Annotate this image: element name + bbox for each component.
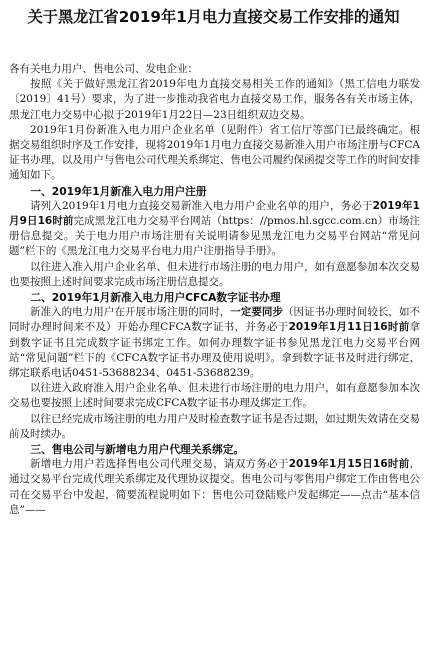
paragraph-previous-users: 以往进入准入用户企业名单、但未进行市场注册的电力用户，如有意愿参加本次交易也要按照上述时间要求完成市场注册信息提交。 — [9, 260, 420, 288]
registration-deadline: 2019年1月9日16时前 — [9, 199, 420, 228]
section-heading-2: 二、2019年1月新准入电力用户CFCA数字证书办理 — [30, 291, 281, 305]
paragraph-overview: 2019年1月份新准入电力用户企业名单（见附件）省工信厅等部门已最终确定。根据交易组织时序及工作安排，现将2019年1月电力直接交易新准入用户市场注册与CFCA证书办理，以及用户与售电公司代理关系绑定、售电公司履约保函提交等工作的时间安排通知如下。 — [9, 123, 420, 182]
cfca-text-c: 拿到数字证书且完成数字证书绑定工作。如何办理数字证书参见黑龙江电力交易平台网站“常见问题”栏下的《CFCA数字证书办理及使用说明》。拿到数字证书及时进行绑定，绑定联系电话0451-53688234、0451-53688239。 — [9, 321, 420, 380]
salutation: 各有关电力用户、售电公司、发电企业： — [9, 63, 198, 75]
paragraph-expiry: 以往已经完成市场注册的电力用户及时检查数字证书是否过期，如过期失效请在交易前及时续办。 — [9, 412, 420, 440]
section-heading-1: 一、2019年1月新准入电力用户注册 — [30, 184, 207, 198]
registration-text-a: 请列入2019年1月电力直接交易新准入电力用户企业名单的用户，务必于 — [30, 199, 373, 212]
paragraph-gov-users: 以往进入政府准入用户企业名单、但未进行市场注册的电力用户，如有意愿参加本次交易也要按照上述时间要求完成CFCA数字证书办理及绑定工作。 — [9, 382, 420, 410]
paragraph-cfca — [9, 305, 420, 381]
document-title: 关于黑龙江省2019年1月电力直接交易工作安排的通知 — [27, 8, 400, 26]
binding-text-b: ，通过交易平台完成代理关系绑定及代理协议提交。售电公司与零售用户绑定工作由售电公司在交易平台中发起，简要流程说明如下：售电公司登陆账户发起绑定——点击“基本信息”—— — [9, 458, 420, 516]
cfca-text-a: 新准入的电力用户在开展市场注册的同时， — [30, 306, 231, 319]
cfca-deadline: 2019年1月11日16时前 — [288, 321, 410, 334]
registration-text-b: 完成黑龙江电力交易平台网站（https：//pmos.hl.sgcc.com.cn）市场注册信息提交。关于电力用户市场注册有关说明请参见黑龙江电力交易平台网站“常见问题”栏下的《黑龙江电力交易平台电力用户注册指导手册》。 — [9, 215, 420, 258]
cfca-sync-emphasis: 一定要同步 — [230, 306, 284, 319]
paragraph-registration — [9, 199, 420, 260]
document-body — [9, 62, 420, 518]
binding-text-a: 新增电力用户若选择售电公司代理交易，请双方务必于 — [30, 458, 289, 471]
section-heading-3: 三、售电公司与新增电力用户代理关系绑定。 — [30, 443, 245, 457]
binding-deadline: 2019年1月15日16时前 — [288, 458, 410, 471]
cfca-text-b: （因证书办理时间较长，如不同时办理时间来不及）开始办理CFCA数字证书，并务必于 — [9, 306, 421, 334]
paragraph-binding — [9, 457, 420, 518]
paragraph-background: 按照《关于做好黑龙江省2019年电力直接交易相关工作的通知》（黑工信电力联发〔2019〕41号）要求，为了进一步推动我省电力直接交易工作，服务各有关市场主体，黑龙江电力交易中心拟于2019年1月22日—23日组织双边交易。 — [9, 78, 420, 121]
